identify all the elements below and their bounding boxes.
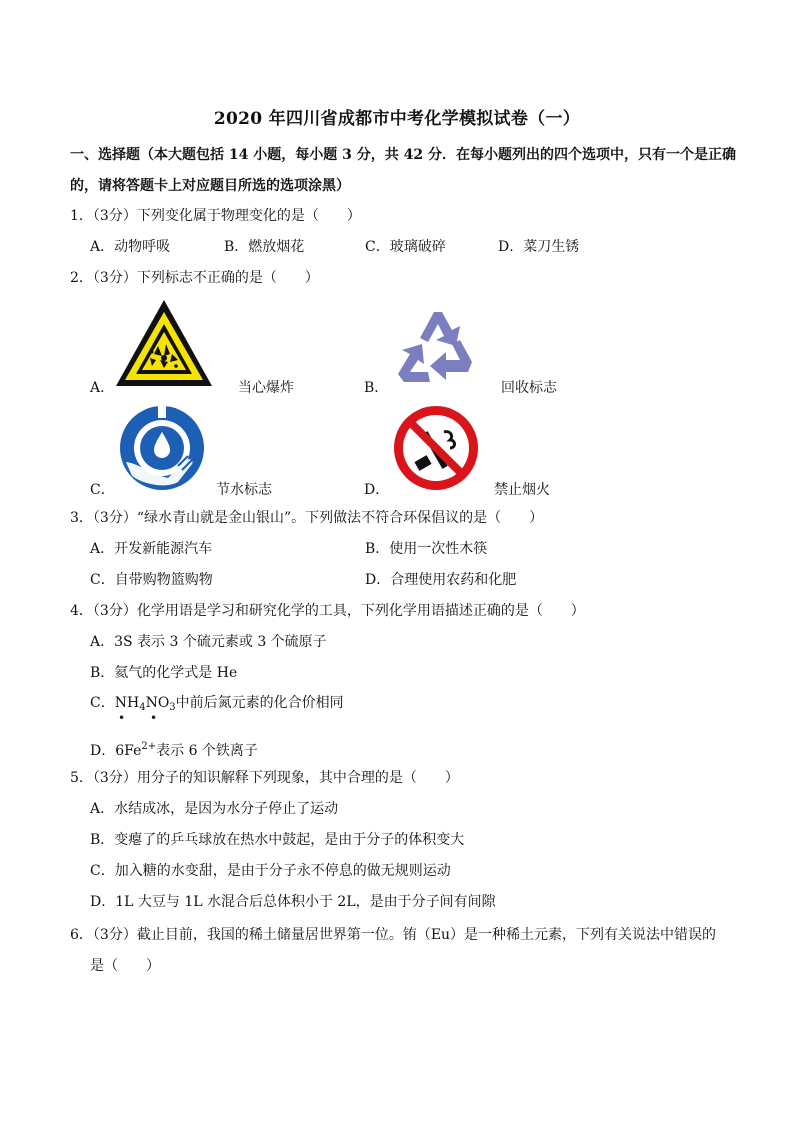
question-2-stem: 2．（3分）下列标志不正确的是（ ） — [70, 270, 319, 286]
question-4-option-d — [90, 738, 258, 760]
question-3-stem: 3．（3分）“绿水青山就是金山银山”。下列做法不符合环保倡议的是（ ） — [70, 510, 544, 526]
section-heading-line2: 的，请将答题卡上对应题目所选的选项涂黑） — [70, 178, 350, 194]
question-1-option-d: D．菜刀生锈 — [498, 239, 580, 255]
option-c-text: 中前后氮元素的化合价相同 — [175, 695, 344, 711]
question-5-option-b: B．变瘪了的乒乓球放在热水中鼓起，是由于分子的体积变大 — [90, 832, 465, 848]
formula-subscript-3: 3 — [169, 702, 176, 713]
question-2-option-b-letter: B． — [364, 380, 389, 396]
question-2-option-b-caption: 回收标志 — [501, 380, 557, 396]
question-3-option-d: D．合理使用农药和化肥 — [365, 572, 517, 588]
question-3-option-b: B．使用一次性木筷 — [365, 541, 488, 557]
question-2-option-a-caption: 当心爆炸 — [238, 380, 294, 396]
question-4-stem: 4．（3分）化学用语是学习和研究化学的工具，下列化学用语描述正确的是（ ） — [70, 603, 585, 619]
ion-charge: 2+ — [141, 741, 157, 752]
water-saving-sign-icon — [116, 402, 208, 494]
emphasis-dot-icon: • — [150, 711, 158, 725]
section-heading-line1: 一、选择题（本大题包括 14 小题，每小题 3 分，共 42 分．在每小题列出的四个选项中，只有一个是正确 — [70, 147, 736, 163]
question-6-stem-line2: 是（ ） — [90, 958, 160, 974]
question-1-option-a: A．动物呼吸 — [90, 239, 171, 255]
question-3-option-a: A．开发新能源汽车 — [90, 541, 213, 557]
question-5-option-d: D．1L 大豆与 1L 水混合后总体积小于 2L，是由于分子间有间隙 — [90, 894, 496, 910]
question-5-stem: 5．（3分）用分子的知识解释下列现象，其中合理的是（ ） — [70, 770, 459, 786]
formula-subscript-4: 4 — [139, 702, 146, 713]
formula-nh: NH — [114, 695, 140, 711]
emphasis-dot-icon: • — [118, 711, 126, 725]
question-1-option-b: B．燃放烟花 — [224, 239, 305, 255]
question-2-option-d-letter: D． — [364, 482, 390, 498]
question-2-option-c-caption: 节水标志 — [216, 482, 272, 498]
question-2-option-a-letter: A． — [90, 380, 115, 396]
option-d-text: 表示 6 个铁离子 — [156, 743, 258, 759]
option-d-prefix: D．6Fe — [90, 743, 142, 759]
formula-no: NO — [145, 695, 170, 711]
question-4-option-a: A．3S 表示 3 个硫元素或 3 个硫原子 — [90, 634, 327, 650]
question-5-option-a: A．水结成冰，是因为水分子停止了运动 — [90, 801, 339, 817]
question-3-option-c: C．自带购物篮购物 — [90, 572, 213, 588]
question-2-option-c-letter: C． — [90, 482, 115, 498]
recycle-sign-icon — [390, 300, 486, 390]
question-2-option-d-caption: 禁止烟火 — [494, 482, 550, 498]
question-5-option-c: C．加入糖的水变甜，是由于分子永不停息的做无规则运动 — [90, 863, 451, 879]
question-4-option-b: B．氦气的化学式是 He — [90, 665, 238, 681]
question-1-stem: 1．（3分）下列变化属于物理变化的是（ ） — [70, 208, 361, 224]
option-c-letter: C． — [90, 695, 115, 711]
page-title: 2020 年四川省成都市中考化学模拟试卷（一） — [213, 109, 581, 129]
question-4-option-c — [90, 694, 344, 717]
no-smoking-sign-icon — [392, 404, 480, 492]
question-6-stem-line1: 6．（3分）截止目前，我国的稀土储量居世界第一位。铕（Eu）是一种稀土元素，下列有关说法中错误的 — [70, 927, 717, 943]
explosion-warning-sign-icon — [114, 298, 214, 388]
question-1-option-c: C．玻璃破碎 — [365, 239, 446, 255]
